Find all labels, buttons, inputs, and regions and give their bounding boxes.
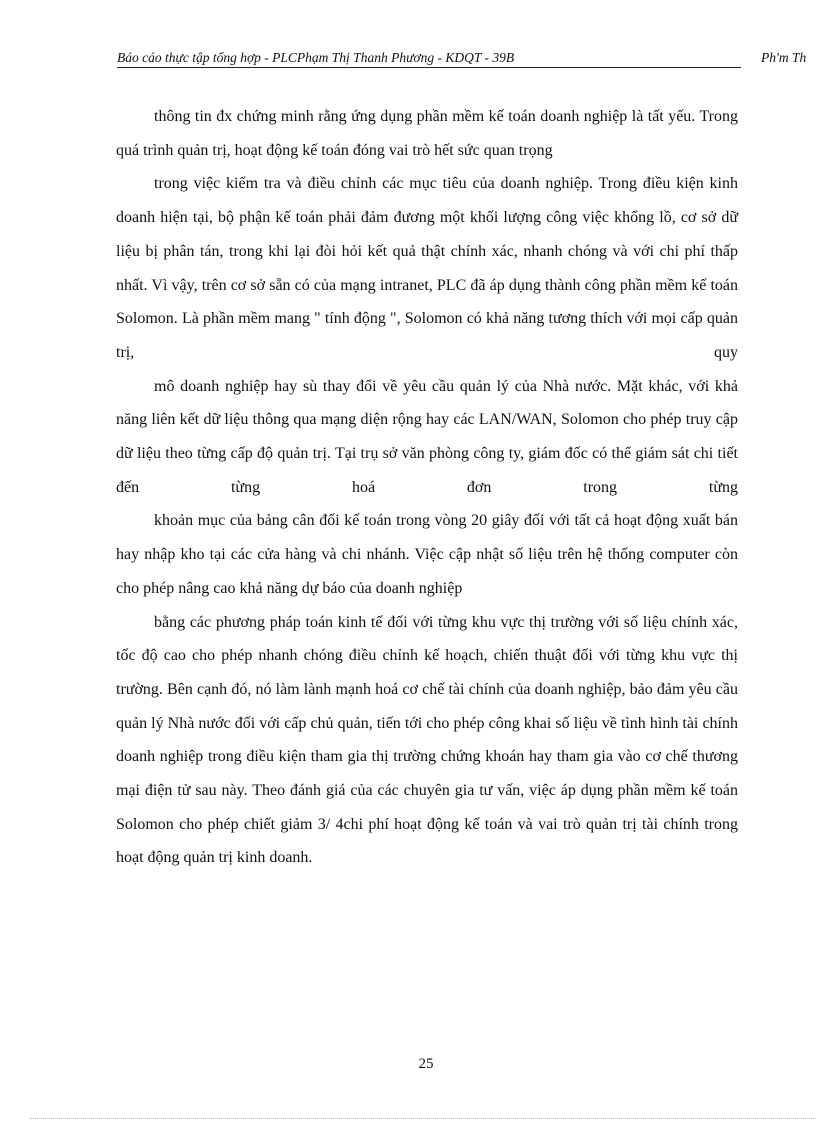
paragraph-4: khoản mục của bảng cân đối kế toán trong vòng 20 giây đối với tất cả hoạt động xuất bán hay nhập kho tại các cửa hàng và chi nhánh. Việc cập nhật số liệu trên hệ thống computer còn cho phép nâng cao khả năng dự báo của doanh nghiệp: [116, 512, 738, 597]
header-title: Báo cáo thực tập tổng hợp - PLCPhạm Thị Thanh Phương - KDQT - 39B: [117, 50, 515, 65]
paragraph-2: trong việc kiểm tra và điều chỉnh các mục tiêu của doanh nghiệp. Trong điều kiện kinh doanh hiện tại, bộ phận kế toán phải đảm đương một khối lượng công việc khổng lồ, cơ sở dữ liệu bị phân tán, trong khi lại đòi hỏi kết quả thật chính xác, nhanh chóng và với chi phí thấp nhất. Vì vậy, trên cơ sở sẵn có của mạng intranet, PLC đã áp dụng thành công phần mềm kế toán Solomon. Là phần mềm mang " tính động ", Solomon có khả năng tương thích với mọi cấp quản trị, quy: [116, 175, 738, 361]
header-right-text: Ph'm Th: [761, 50, 807, 65]
page-bottom-rule: [30, 1118, 816, 1119]
paragraph-3: mô doanh nghiệp hay sù thay đổi về yêu cầu quản lý của Nhà nước. Mặt khác, với khả năng liên kết dữ liệu thông qua mạng diện rộng hay các LAN/WAN, Solomon cho phép truy cập dữ liệu theo từng cấp độ quản trị. Tại trụ sở văn phòng công ty, giám đốc có thể giám sát chi tiết đến từng hoá đơn trong từng: [116, 377, 738, 496]
body-text: [116, 100, 738, 875]
running-header: [117, 46, 816, 68]
page-number: 25: [418, 1056, 434, 1072]
paragraph-5: bằng các phương pháp toán kinh tế đối với từng khu vực thị trường với số liệu chính xác, tốc độ cao cho phép nhanh chóng điều chỉnh kế hoạch, chiến thuật đối với từng khu vực thị trường. Bên cạnh đó, nó làm lành mạnh hoá cơ chế tài chính của doanh nghiệp, bảo đảm yêu cầu quản lý Nhà nước đối với cấp chủ quản, tiến tới cho phép công khai số liệu về tình hình tài chính doanh nghiệp trong điều kiện tham gia thị trường chứng khoán hay tham gia vào cơ chế thương mại điện tử sau này. Theo đánh giá của các chuyên gia tư vấn, việc áp dụng phần mềm kế toán Solomon cho phép chiết giảm 3/ 4chi phí hoạt động kế toán và vai trò quản trị tài chính trong hoạt động quản trị kinh doanh.: [116, 613, 738, 867]
header-rule: [117, 67, 741, 68]
paragraph-1: thông tin đx chứng minh rằng ứng dụng phần mềm kế toán doanh nghiệp là tất yếu. Trong quá trình quản trị, hoạt động kế toán đóng vai trò hết sức quan trọng: [116, 108, 738, 159]
